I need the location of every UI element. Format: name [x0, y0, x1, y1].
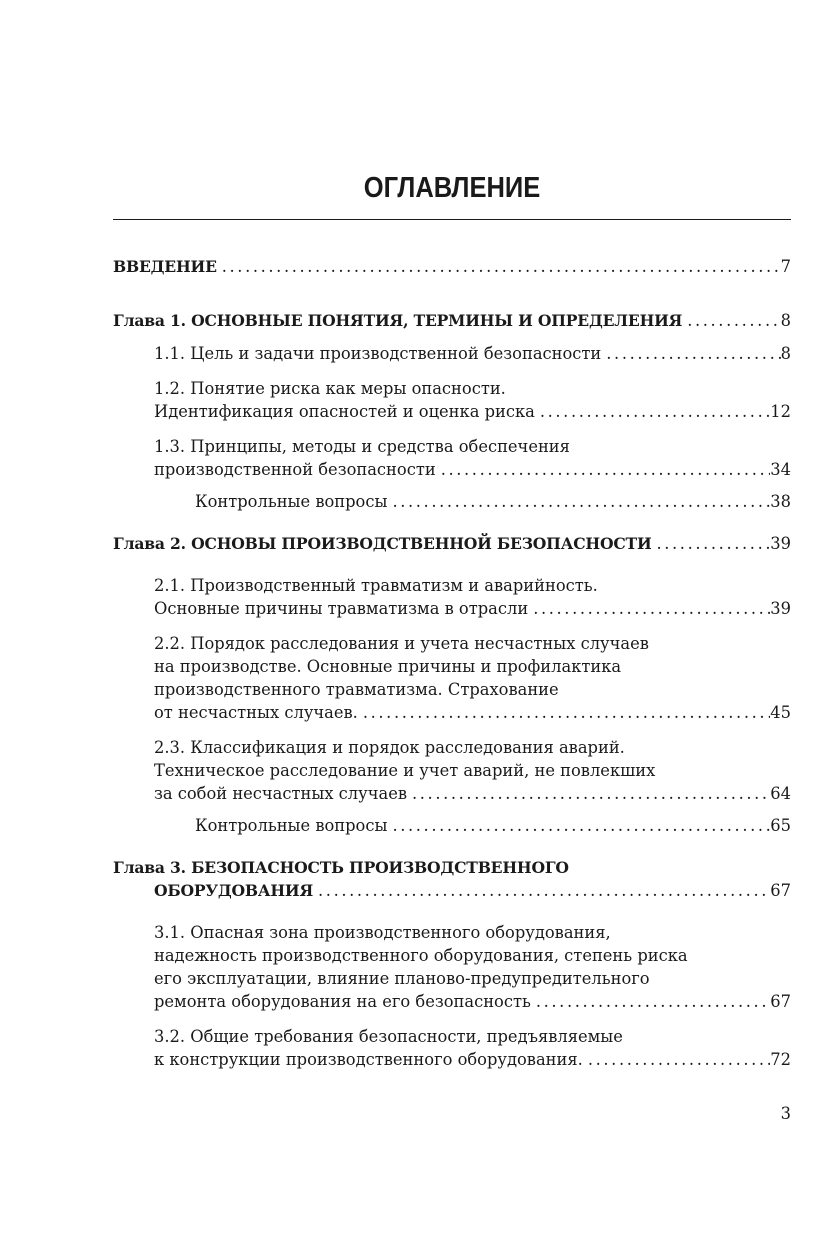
toc-entry-title: Контрольные вопросы	[195, 816, 388, 835]
toc-entry-chapter-3[interactable]	[113, 856, 791, 902]
leader-dots	[387, 490, 770, 513]
toc-entry-title-line: от несчастных случаев.	[154, 703, 358, 722]
leader-dots	[358, 701, 770, 724]
toc-entry-section-2-3[interactable]	[113, 736, 791, 805]
page-title: ОГЛАВЛЕНИЕ	[363, 172, 541, 204]
toc-entry-section-3-1[interactable]	[113, 921, 791, 1013]
toc-entry-title-line: 3.1. Опасная зона производственного оборудования,	[154, 923, 611, 942]
leader-dots	[217, 255, 781, 278]
toc-entry-section-1-2[interactable]	[113, 377, 791, 423]
toc-page-number: 7	[780, 257, 791, 276]
toc-entry-title: Глава 2. ОСНОВЫ ПРОИЗВОДСТВЕННОЙ БЕЗОПАСНОСТИ	[113, 534, 652, 553]
toc-page-number: 8	[780, 311, 791, 330]
toc-entry-title-line: его эксплуатации, влияние планово-предупредительного	[154, 969, 650, 988]
toc-entry-title-line: 2.2. Порядок расследования и учета несчастных случаев	[154, 634, 649, 653]
toc-entry-section-1-3[interactable]	[113, 435, 791, 481]
toc-entry-title-line: Основные причины травматизма в отрасли	[154, 599, 529, 618]
page-number: 3	[780, 1104, 791, 1123]
toc-entry-title-line: за собой несчастных случаев	[154, 784, 407, 803]
table-of-contents	[113, 255, 791, 1071]
toc-page-number: 39	[770, 599, 791, 618]
toc-entry-title-line: 3.2. Общие требования безопасности, предъявляемые	[154, 1027, 623, 1046]
toc-entry-title-line: к конструкции производственного оборудования.	[154, 1050, 583, 1069]
toc-entry-title-line: Глава 3. БЕЗОПАСНОСТЬ ПРОИЗВОДСТВЕННОГО	[113, 858, 569, 877]
toc-entry-section-1-1[interactable]	[113, 342, 791, 365]
toc-entry-title-line: ОБОРУДОВАНИЯ	[154, 881, 314, 900]
leader-dots	[601, 342, 780, 365]
leader-dots	[682, 309, 780, 332]
toc-entry-title-line: 2.3. Классификация и порядок расследования аварий.	[154, 738, 625, 757]
toc-entry-title-line: 2.1. Производственный травматизм и аварийность.	[154, 576, 598, 595]
leader-dots	[313, 879, 770, 902]
toc-page-number: 8	[780, 344, 791, 363]
toc-entry-chapter-1[interactable]	[113, 309, 791, 332]
toc-entry-chapter-2[interactable]	[113, 532, 791, 555]
toc-entry-title-line: Техническое расследование и учет аварий, не повлекших	[154, 761, 656, 780]
toc-page-number: 67	[770, 992, 791, 1011]
leader-dots	[651, 532, 770, 555]
toc-entry-section-2-2[interactable]	[113, 632, 791, 724]
leader-dots	[535, 400, 770, 423]
toc-page-number: 67	[770, 881, 791, 900]
toc-entry-title-line: надежность производственного оборудования, степень риска	[154, 946, 688, 965]
toc-page-number: 72	[770, 1050, 791, 1069]
leader-dots	[528, 597, 770, 620]
leader-dots	[531, 990, 770, 1013]
toc-page-number: 38	[770, 492, 791, 511]
leader-dots	[407, 782, 770, 805]
toc-entry-title-line: 1.3. Принципы, методы и средства обеспечения	[154, 437, 570, 456]
toc-entry-title-line: на производстве. Основные причины и профилактика	[154, 657, 622, 676]
toc-page-number: 65	[770, 816, 791, 835]
toc-entry-section-2-1[interactable]	[113, 574, 791, 620]
toc-entry-title-line: 1.2. Понятие риска как меры опасности.	[154, 379, 506, 398]
toc-page-number: 34	[770, 460, 791, 479]
toc-entry-title-line: производственного травматизма. Страхование	[154, 680, 559, 699]
toc-entry-title: Контрольные вопросы	[195, 492, 388, 511]
toc-entry-title-line: Идентификация опасностей и оценка риска	[154, 402, 535, 421]
toc-entry-title: 1.1. Цель и задачи производственной безопасности	[154, 344, 602, 363]
toc-entry-title-line: ремонта оборудования на его безопасность	[154, 992, 531, 1011]
toc-entry-title-line: производственной безопасности	[154, 460, 436, 479]
toc-page-number: 45	[770, 703, 791, 722]
leader-dots	[583, 1048, 770, 1071]
toc-page-number: 12	[770, 402, 791, 421]
toc-page-number: 64	[770, 784, 791, 803]
toc-page-number: 39	[770, 534, 791, 553]
toc-entry-section-3-2[interactable]	[113, 1025, 791, 1071]
title-divider	[113, 219, 791, 220]
leader-dots	[436, 458, 771, 481]
toc-entry-title: Глава 1. ОСНОВНЫЕ ПОНЯТИЯ, ТЕРМИНЫ И ОПРЕДЕЛЕНИЯ	[113, 311, 683, 330]
toc-entry-review-questions-1[interactable]	[113, 490, 791, 513]
leader-dots	[387, 814, 770, 837]
toc-entry-intro[interactable]	[113, 255, 791, 278]
toc-entry-title: ВВЕДЕНИЕ	[113, 257, 217, 276]
toc-entry-review-questions-2[interactable]	[113, 814, 791, 837]
